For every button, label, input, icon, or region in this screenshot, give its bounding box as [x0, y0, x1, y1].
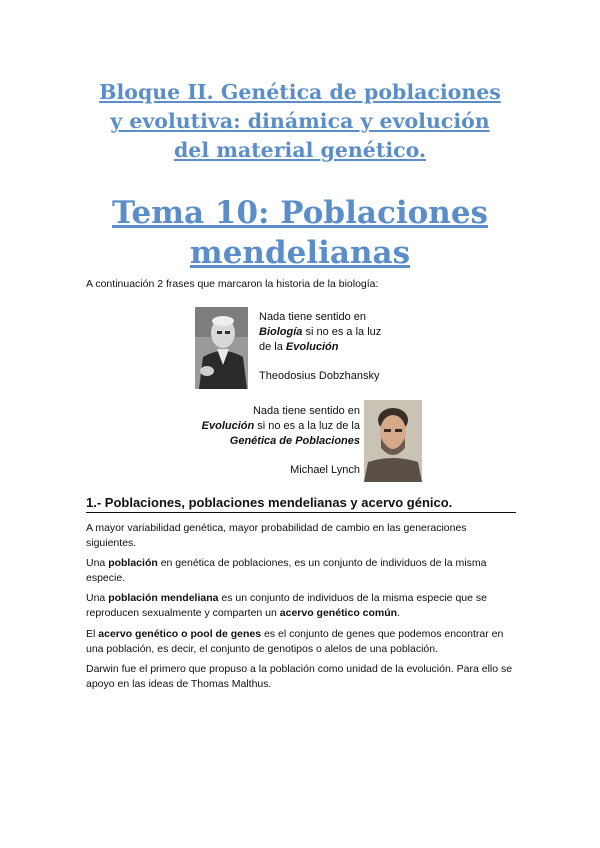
quote-dobzhansky: [259, 310, 459, 384]
p2-pre: Una: [86, 557, 109, 569]
quote2-genetica: Genética de Poblaciones: [229, 435, 360, 447]
dobzhansky-photo: [195, 307, 248, 389]
p2-post: en genética de poblaciones, es un conjunto de individuos de la misma especie.: [86, 557, 487, 584]
tema-title: [40, 193, 560, 273]
quote1-biologia: Biología: [259, 326, 303, 338]
paragraph-variabilidad: A mayor variabilidad genética, mayor probabilidad de cambio en las generaciones siguientes.: [86, 522, 467, 549]
p2-term: población: [108, 557, 158, 569]
tema-title-line1: Tema 10: Poblaciones: [111, 195, 489, 231]
tema-title-line2: mendelianas: [189, 235, 411, 271]
p3-mid: es un conjunto de individuos de la misma especie que se reproducen sexualmente y comparten un: [86, 592, 487, 619]
quote2-line3: [150, 434, 360, 449]
p3-term2: acervo genético común: [279, 606, 398, 619]
paragraph-darwin: Darwin fue el primero que propuso a la población como unidad de la evolución. Para ello se apoyo en las ideas de Thomas Malthus.: [86, 663, 513, 690]
p3-post: .: [397, 606, 400, 619]
quote1-line3: [259, 340, 459, 355]
quote1-mid1: si no es a la luz: [302, 326, 382, 338]
quote2-evolucion: Evolución: [201, 420, 255, 432]
quote2-line2: [150, 419, 360, 434]
p4-term: acervo genético o pool de genes: [98, 628, 262, 640]
p3-pre: Una: [86, 592, 109, 604]
lynch-photo: [364, 400, 422, 482]
paragraph-poblacion-mendeliana: [86, 591, 516, 620]
quote2-author: Michael Lynch: [290, 464, 360, 476]
block-title-line1: Bloque II. Genética de poblaciones: [99, 80, 501, 104]
paragraph-poblacion: [86, 556, 516, 585]
quote2-pre1: Nada tiene sentido en: [252, 405, 360, 417]
block-title: [40, 78, 560, 165]
quote-lynch: [150, 404, 360, 478]
quote2-mid1: si no es a la luz de la: [254, 420, 360, 432]
p4-post: es el conjunto de genes que podemos encontrar en una población, es decir, el conjunto de genotipos o alelos de una población.: [86, 628, 504, 655]
section-heading: 1.- Poblaciones, poblaciones mendelianas y acervo génico.: [86, 495, 516, 513]
quote1-pre2: de la: [259, 341, 286, 353]
paragraph-acervo-genetico: [86, 627, 516, 656]
quote1-line2: [259, 325, 459, 340]
quote1-evolucion: Evolución: [285, 341, 339, 353]
block-title-line3: del material genético.: [173, 138, 427, 162]
quote1-author: Theodosius Dobzhansky: [259, 370, 380, 382]
intro-text: A continuación 2 frases que marcaron la historia de la biología:: [86, 278, 379, 290]
quote1-pre1: Nada tiene sentido en: [259, 311, 367, 323]
p4-pre: El: [86, 628, 99, 640]
quote1-line1: [259, 310, 459, 325]
quote2-line1: [150, 404, 360, 419]
block-title-line2: y evolutiva: dinámica y evolución: [110, 109, 490, 133]
p3-term: población mendeliana: [108, 592, 219, 604]
